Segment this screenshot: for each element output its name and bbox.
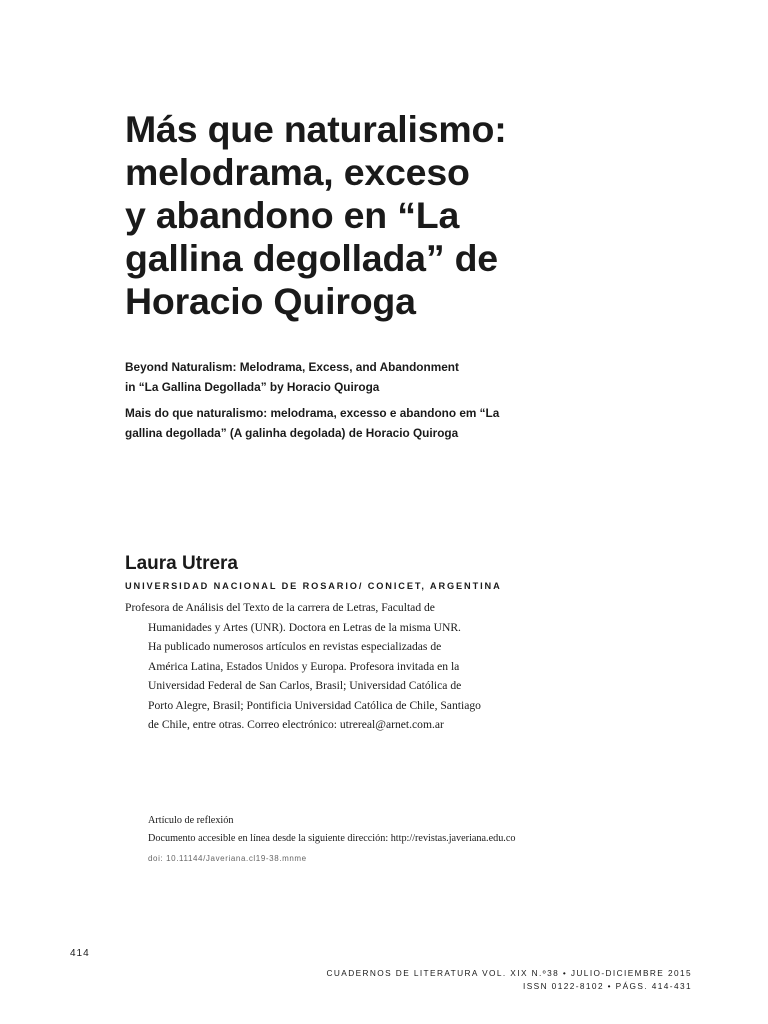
bio-line: América Latina, Estados Unidos y Europa. Profesora invitada en la xyxy=(148,659,460,673)
english-title-line: Beyond Naturalism: Melodrama, Excess, and Abandonment xyxy=(125,360,459,374)
title-line: Horacio Quiroga xyxy=(125,280,416,322)
author-name: Laura Utrera xyxy=(125,553,238,574)
title-line: Más que naturalismo: xyxy=(125,108,507,150)
journal-citation: CUADERNOS DE LITERATURA VOL. XIX N.º38 • JULIO-DICIEMBRE 2015 xyxy=(326,968,692,978)
bio-line: Porto Alegre, Brasil; Pontificia Universidad Católica de Chile, Santiago xyxy=(148,698,481,712)
issn-pages: ISSN 0122-8102 • PÁGS. 414-431 xyxy=(523,981,692,991)
article-type: Artículo de reflexión xyxy=(148,815,234,826)
portuguese-title-line: Mais do que naturalismo: melodrama, excesso e abandono em “La xyxy=(125,406,500,420)
title-line: y abandono en “La xyxy=(125,194,460,236)
author-affiliation: UNIVERSIDAD NACIONAL DE ROSARIO/ CONICET, ARGENTINA xyxy=(125,581,502,591)
bio-line: Universidad Federal de San Carlos, Brasil; Universidad Católica de xyxy=(148,679,462,692)
title-line: gallina degollada” de xyxy=(125,237,498,279)
english-title-line: in “La Gallina Degollada” by Horacio Quiroga xyxy=(125,380,380,394)
portuguese-title-line: gallina degollada” (A galinha degolada) de Horacio Quiroga xyxy=(125,426,459,440)
doi-text: doi: 10.11144/Javeriana.cl19-38.mnme xyxy=(148,854,307,863)
bio-line: Ha publicado numerosos artículos en revistas especializadas de xyxy=(148,640,442,653)
portuguese-title xyxy=(125,403,499,443)
bio-line: Humanidades y Artes (UNR). Doctora en Letras de la misma UNR. xyxy=(148,620,461,634)
bio-line: de Chile, entre otras. Correo electrónico: utrereal@arnet.com.ar xyxy=(148,718,444,731)
article-title xyxy=(125,108,575,323)
author-bio xyxy=(125,598,515,735)
bio-line: Profesora de Análisis del Texto de la carrera de Letras, Facultad de xyxy=(125,601,435,614)
access-note: Documento accesible en línea desde la siguiente dirección: http://revistas.javeriana.edu.co xyxy=(148,833,516,844)
title-line: melodrama, exceso xyxy=(125,151,470,193)
english-title xyxy=(125,357,459,397)
page-number: 414 xyxy=(70,948,90,959)
